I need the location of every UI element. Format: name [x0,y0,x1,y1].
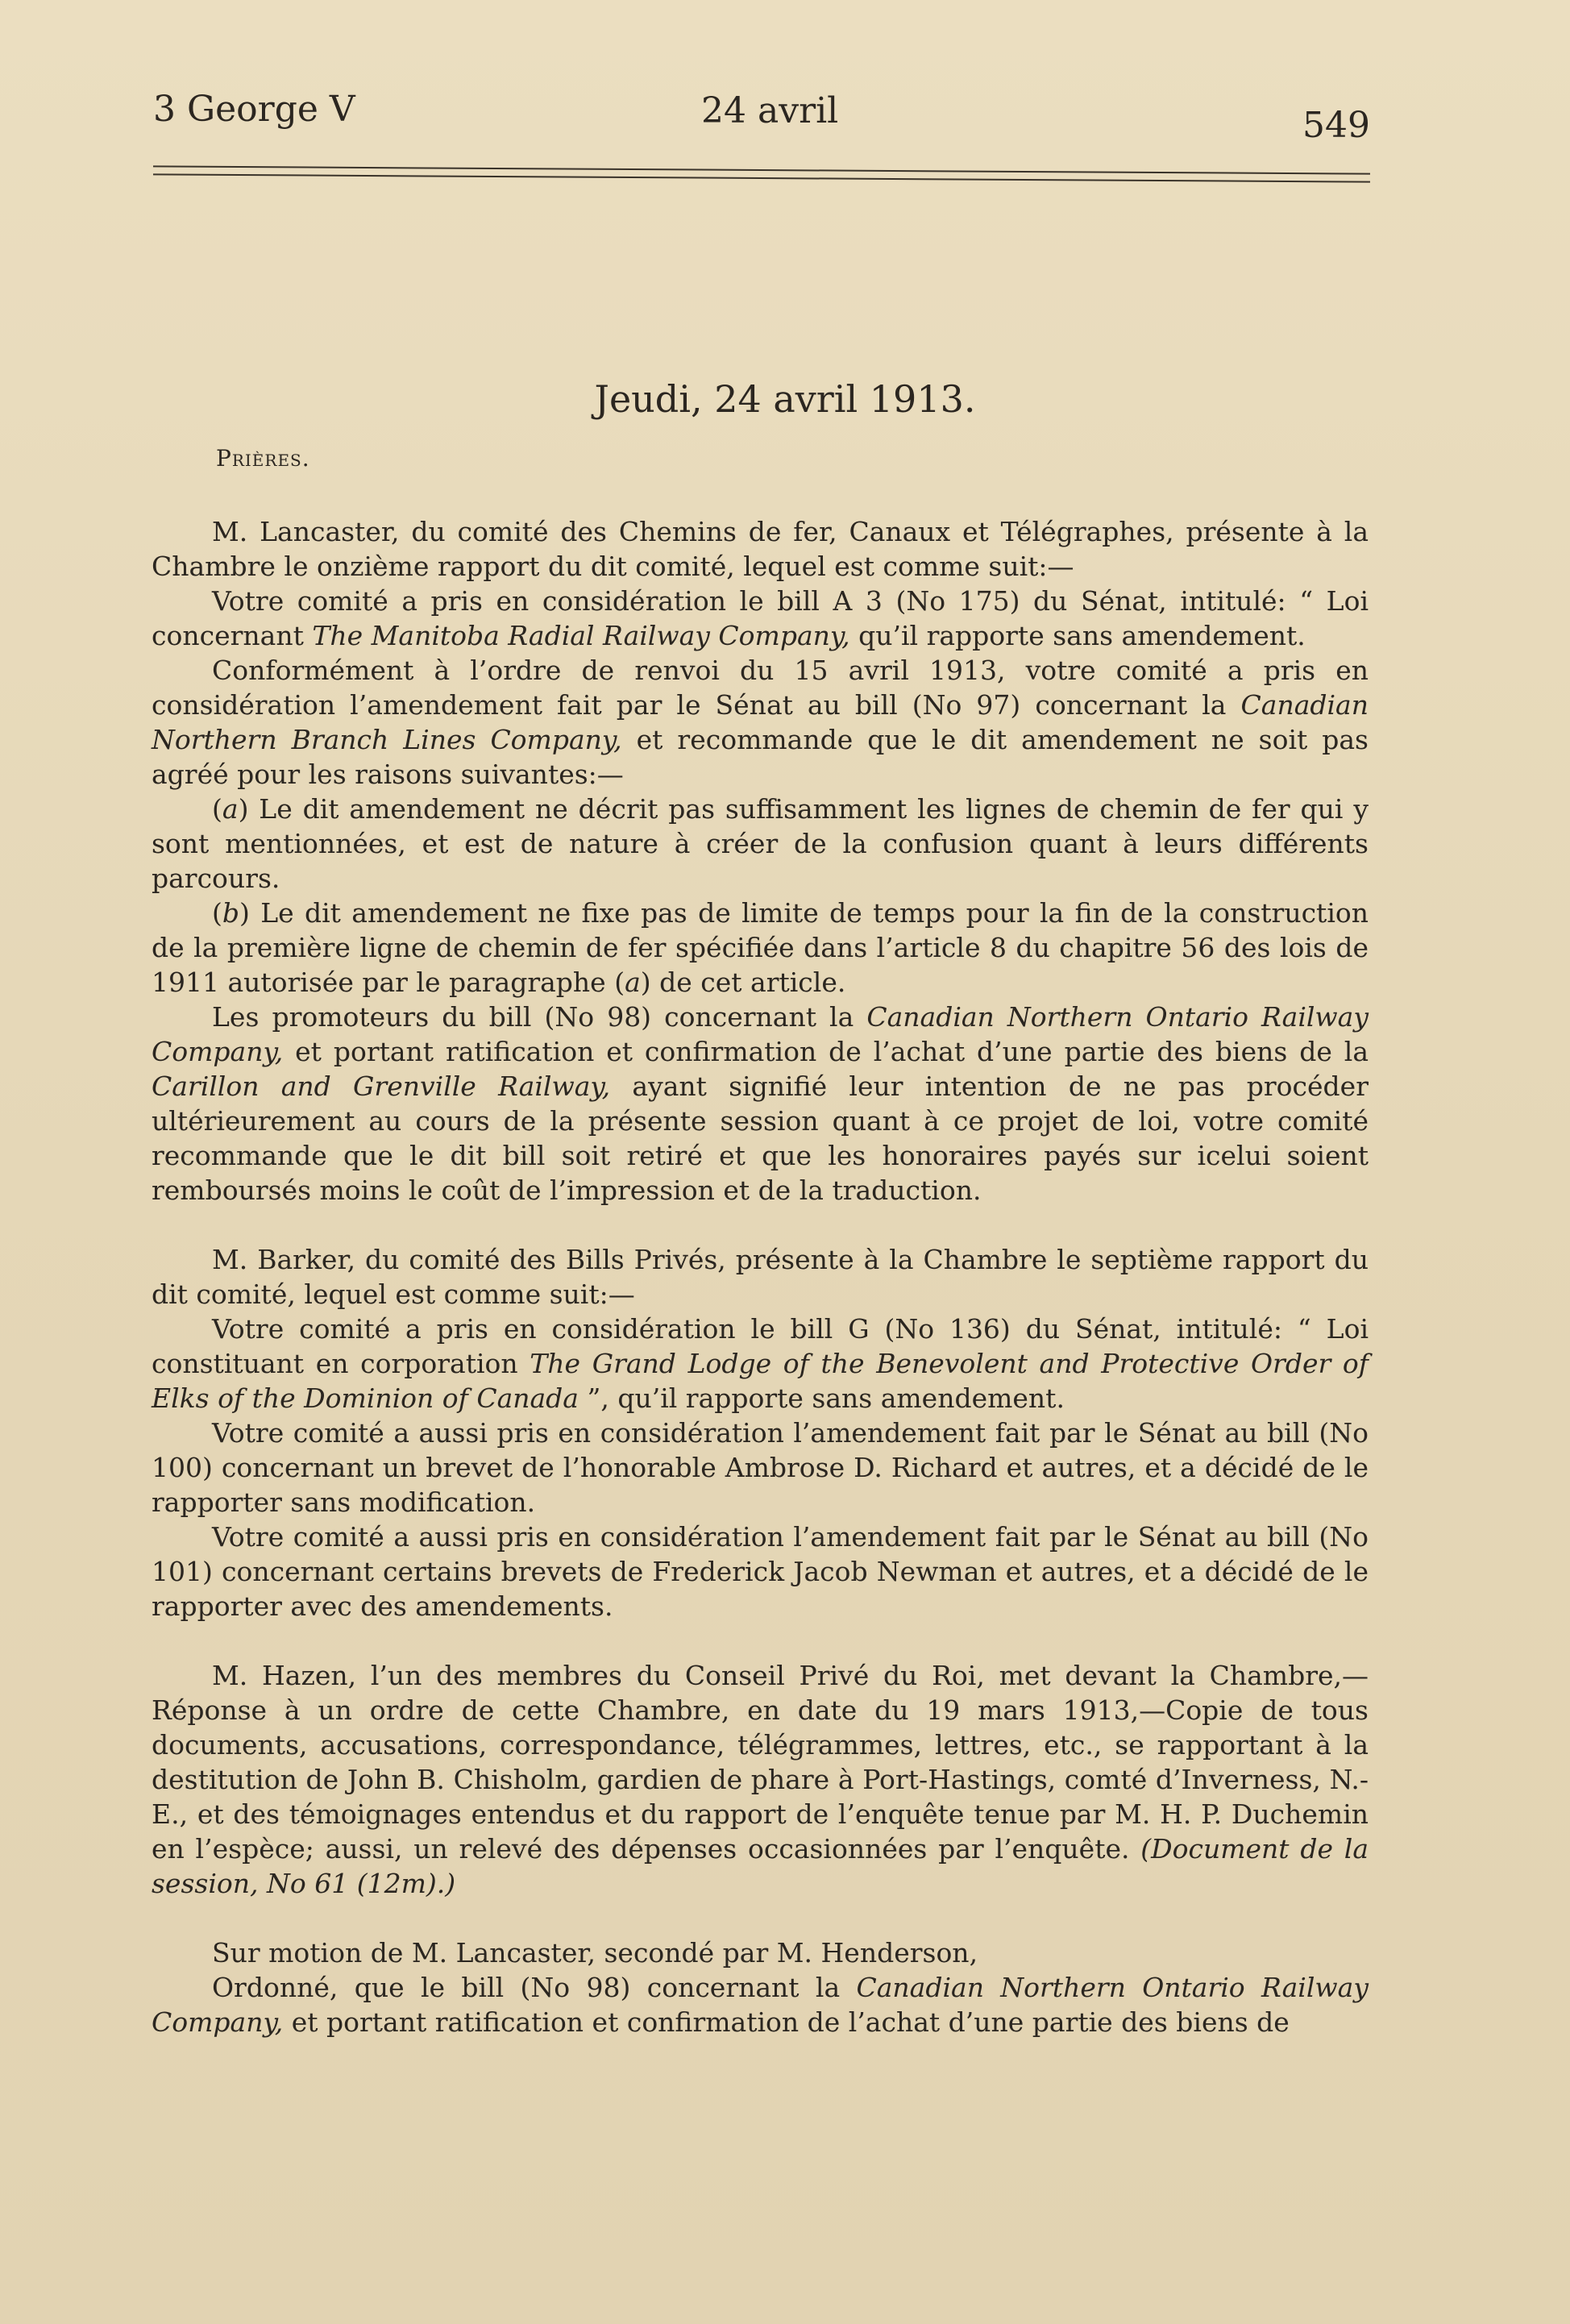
text-run: M. Lancaster, du comité des Chemins de fer, Canaux et Télégraphes, présente à la Chambre le onzième rapport du dit comité, lequel est comme suit:— [152,516,1369,582]
text-run: Conformément à l’ordre de renvoi du 15 avril 1913, votre comité a pris en considération l’amendement fait par le Sénat au bill (No 97) concernant la [152,655,1369,721]
text-run: et portant ratification et confirmation de l’achat d’une partie des biens de la [283,1036,1369,1067]
paragraph [152,653,1369,792]
italic-run: Carillon and Grenville Railway, [152,1071,611,1102]
paragraph [152,896,1369,1000]
paragraph [152,1000,1369,1208]
paragraph [152,514,1369,584]
paragraph [152,1520,1369,1623]
paragraph [152,1242,1369,1312]
paragraph [152,1312,1369,1416]
header-regnal-year: 3 George V [153,89,355,130]
proceedings-body [152,514,1369,2039]
text-run: Votre comité a pris en considération le bill G (No 136) du Sénat, intitulé: “ Loi constituant en corporation [152,1313,1369,1379]
italic-run: b [222,897,239,929]
text-run: Votre comité a pris en considération le bill A 3 (No 175) du Sénat, intitulé: “ Loi concernant [152,585,1369,651]
paragraph [152,1970,1369,2039]
text-run: ) de cet article. [640,967,846,998]
italic-run: (Document de la session, No 61 (12m).) [152,1833,1369,1899]
text-run: et portant ratification et confirmation de l’achat d’une partie des biens de [283,2006,1290,2038]
text-run: Votre comité a aussi pris en considération l’amendement fait par le Sénat au bill (No 100) concernant un brevet de l’honorable Ambrose D. Richard et autres, et a décidé de le rapporter sans modification. [152,1417,1369,1518]
italic-run: a [222,793,239,825]
paragraph [152,584,1369,653]
prayers-heading: Prières. [216,445,310,472]
page-number: 549 [1302,105,1370,146]
text-run: Les promoteurs du bill (No 98) concernant la [212,1001,867,1033]
text-run: qu’il rapporte sans amendement. [849,620,1306,651]
italic-run: Canadian Northern Ontario Railway Company, [152,1001,1369,1067]
italic-run: The Manitoba Radial Railway Company, [312,620,850,651]
running-header [153,81,1370,145]
text-run: ) Le dit amendement ne fixe pas de limite de temps pour la fin de la construction de la première ligne de chemin de fer spécifiée dans l’article 8 du chapitre 56 des lois de 1911 autorisée par le paragraphe ( [152,897,1369,998]
paragraph [152,792,1369,896]
date-heading: Jeudi, 24 avril 1913. [594,377,976,421]
text-run: M. Hazen, l’un des membres du Conseil Privé du Roi, met devant la Chambre,—Réponse à un ordre de cette Chambre, en date du 19 mars 1913,—Copie de tous documents, accusations, correspondance, télégrammes, lettres, etc., se rapportant à la destitution de John B. Chisholm, gardien de phare à Port-Hastings, comté d’Inverness, N.-E., et des témoignages entendus et du rapport de l’enquête tenue par M. H. P. Duchemin en l’espèce; aussi, un relevé des dépenses occasionnées par l’enquête. [152,1660,1369,1865]
text-run: ( [212,793,222,825]
text-run: ”, qu’il rapporte sans amendement. [578,1382,1065,1414]
text-run: M. Barker, du comité des Bills Privés, présente à la Chambre le septième rapport du dit comité, lequel est comme suit:— [152,1244,1369,1310]
text-run: ayant signifié leur intention de ne pas procéder ultérieurement au cours de la présente session quant à ce projet de loi, votre comité recommande que le dit bill soit retiré et que les honoraires payés sur icelui soient remboursés moins le coût de l’impression et de la traduction. [152,1071,1369,1206]
text-run: et recommande que le dit amendement ne soit pas agréé pour les raisons suivantes:— [152,724,1369,790]
italic-run: a [625,967,641,998]
text-run: Sur motion de M. Lancaster, secondé par M. Henderson, [212,1937,978,1969]
italic-run: The Grand Lodge of the Benevolent and Protective Order of Elks of the Dominion of Canada [152,1348,1369,1414]
header-double-rule [153,169,1370,179]
italic-run: Canadian Northern Branch Lines Company, [152,689,1369,755]
paragraph [152,1658,1369,1901]
rule-line [153,165,1370,174]
italic-run: Canadian Northern Ontario Railway Company, [152,1972,1369,2038]
text-run: ( [212,897,222,929]
paragraph [152,1416,1369,1520]
paragraph [152,1935,1369,1970]
text-run: Ordonné, que le bill (No 98) concernant la [212,1972,857,2003]
text-run: ) Le dit amendement ne décrit pas suffisamment les lignes de chemin de fer qui y sont mentionnées, et est de nature à créer de la confusion quant à leurs différents parcours. [152,793,1369,894]
header-date: 24 avril [701,90,839,131]
rule-line [153,173,1370,182]
text-run: Votre comité a aussi pris en considération l’amendement fait par le Sénat au bill (No 101) concernant certains brevets de Frederick Jacob Newman et autres, et a décidé de le rapporter avec des amendements. [152,1521,1369,1622]
